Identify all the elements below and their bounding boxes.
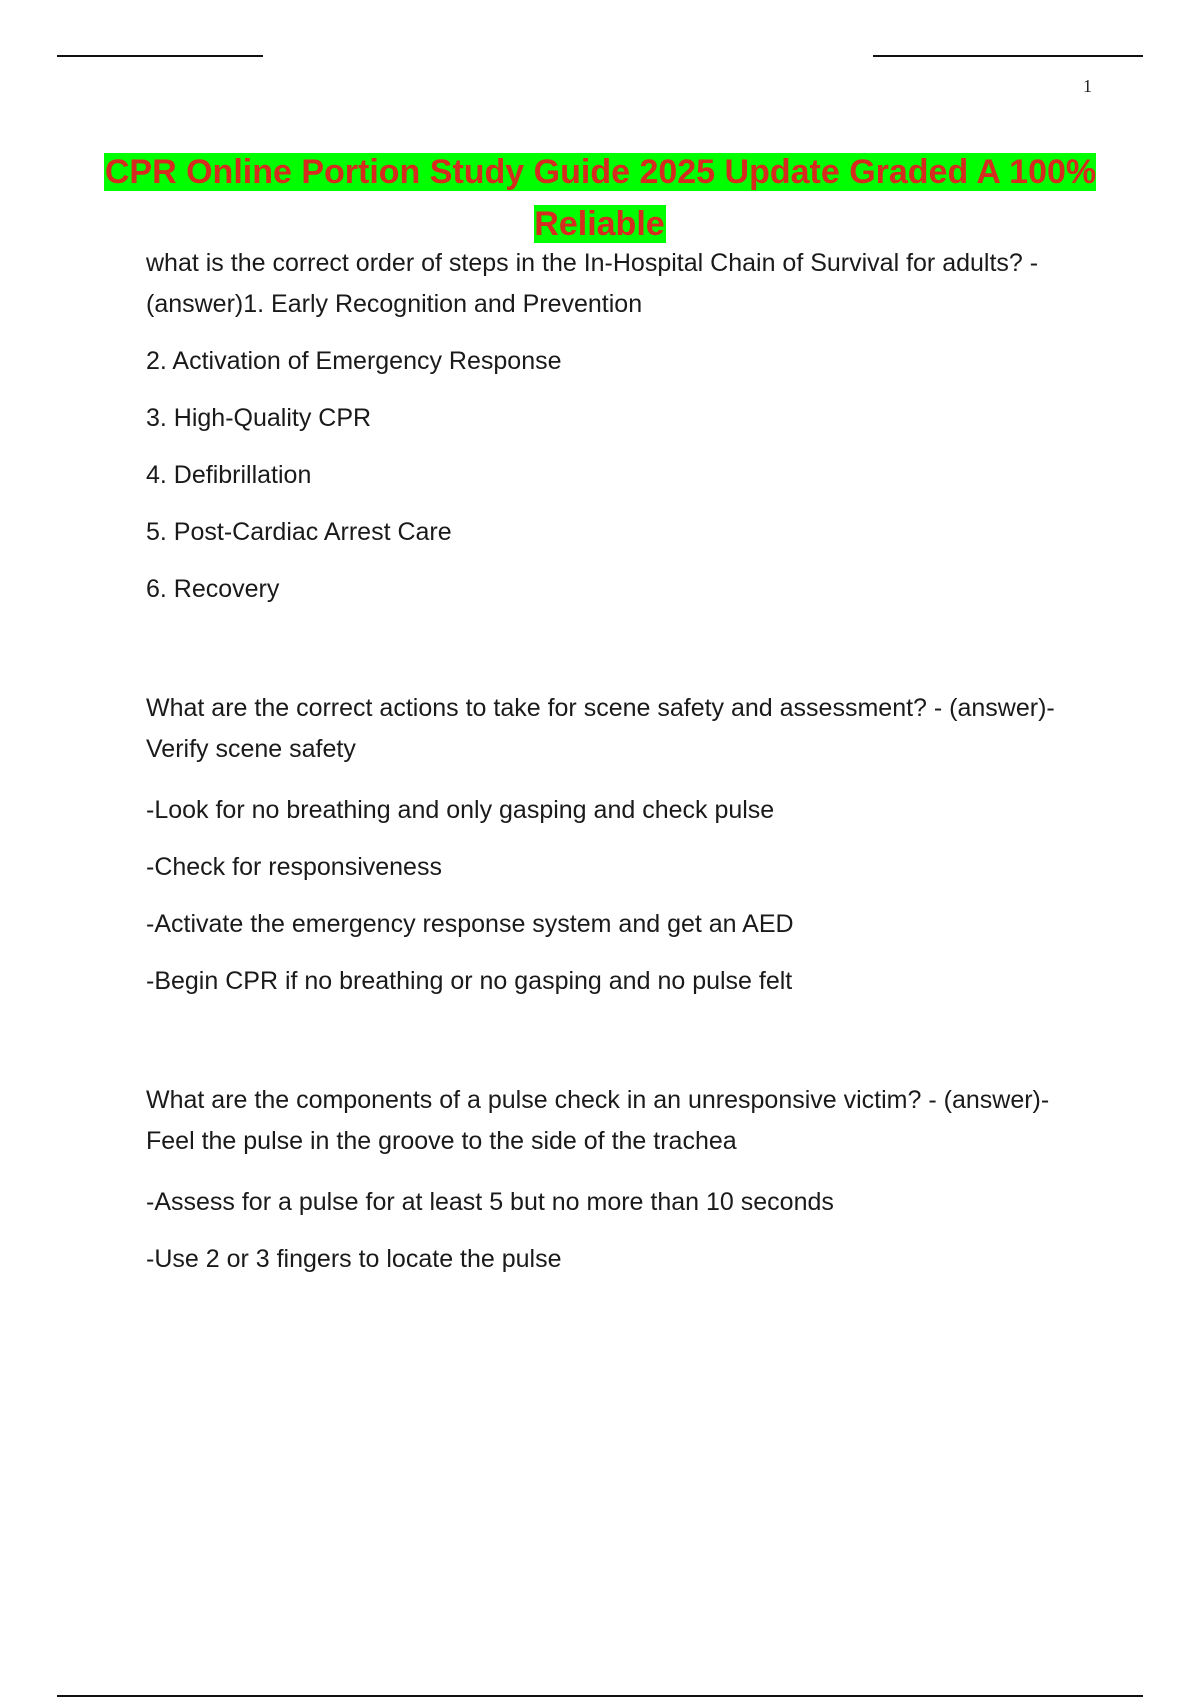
document-title: [100, 146, 1100, 250]
qa-block-3: [146, 1080, 1096, 1280]
question: What are the correct actions to take for scene safety and assessment? - (answer)-Verify scene safety: [146, 694, 1055, 763]
answer-point: 4. Defibrillation: [146, 461, 312, 489]
question: What are the components of a pulse check in an unresponsive victim? - (answer)-Feel the pulse in the groove to the side of the trachea: [146, 1086, 1050, 1155]
document-body: [146, 243, 1096, 1280]
answer-point: -Use 2 or 3 fingers to locate the pulse: [146, 1245, 562, 1273]
header-rule-right: [873, 55, 1143, 57]
answer-point: -Look for no breathing and only gasping and check pulse: [146, 796, 775, 824]
answer-point: -Begin CPR if no breathing or no gasping and no pulse felt: [146, 967, 793, 995]
qa-block-1: [146, 243, 1096, 610]
answer-point: -Assess for a pulse for at least 5 but no more than 10 seconds: [146, 1188, 834, 1216]
footer-rule: [57, 1695, 1143, 1697]
header-rule-left: [57, 55, 263, 57]
answer-point: 6. Recovery: [146, 575, 280, 603]
qa-block-2: [146, 688, 1096, 1002]
answer-point: -Activate the emergency response system and get an AED: [146, 910, 794, 938]
question: what is the correct order of steps in the In-Hospital Chain of Survival for adults? - (answer)1. Early Recognition and Prevention: [146, 249, 1039, 318]
answer-point: 3. High-Quality CPR: [146, 404, 372, 432]
answer-point: 2. Activation of Emergency Response: [146, 347, 562, 375]
answer-point: -Check for responsiveness: [146, 853, 442, 881]
title-highlight: CPR Online Portion Study Guide 2025 Update Graded A 100% Reliable: [104, 153, 1097, 243]
answer-point: 5. Post-Cardiac Arrest Care: [146, 518, 452, 546]
page-number: 1: [1083, 76, 1092, 96]
